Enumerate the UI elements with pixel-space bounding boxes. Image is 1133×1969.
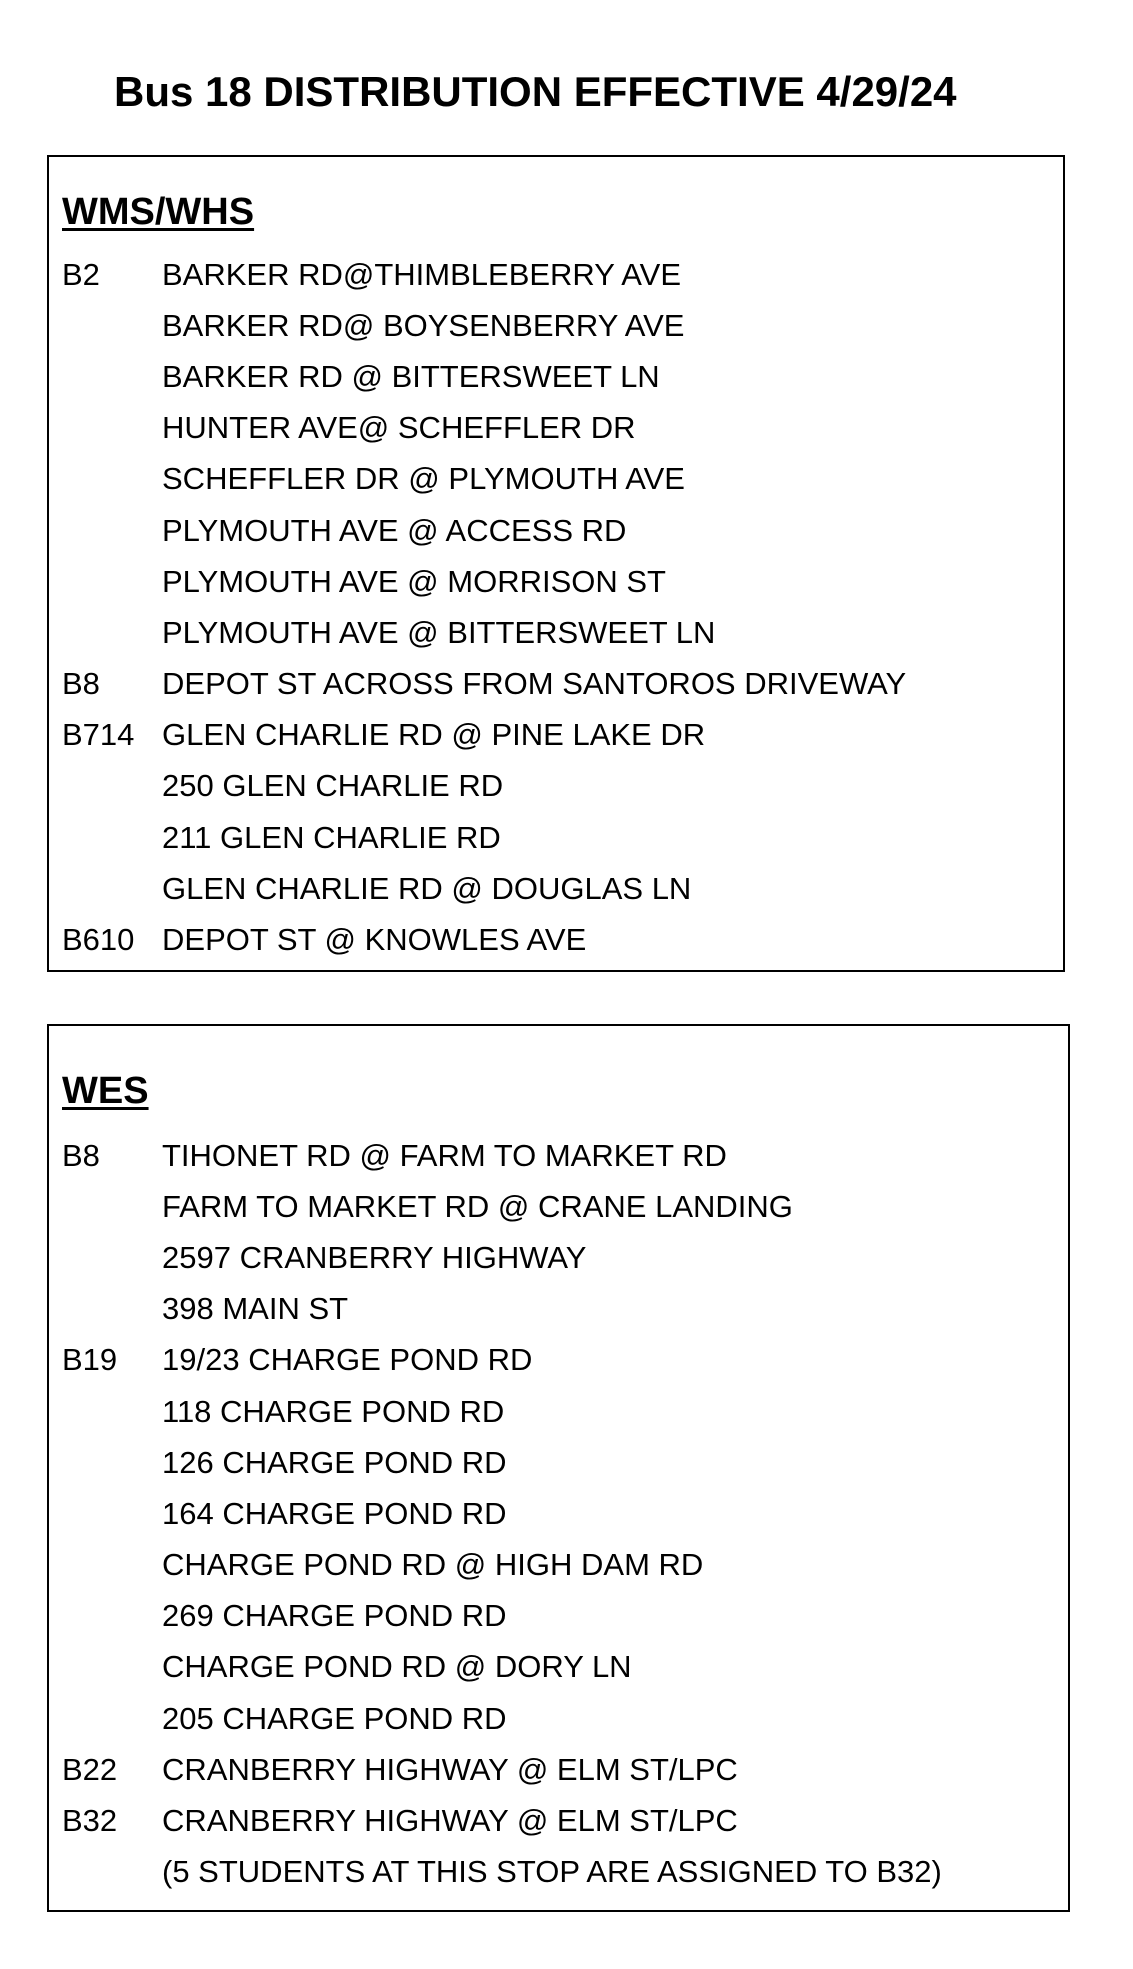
stop-location: 118 CHARGE POND RD	[162, 1393, 505, 1429]
stop-row	[62, 914, 1063, 965]
stop-row	[62, 300, 1063, 351]
bus-stop-code: B19	[62, 1342, 118, 1378]
stop-location: 211 GLEN CHARLIE RD	[162, 819, 501, 855]
bus-stop-code: B22	[62, 1751, 118, 1787]
page-title: Bus 18 DISTRIBUTION EFFECTIVE 4/29/24	[114, 68, 957, 115]
bus-stop-code: B32	[62, 1803, 118, 1839]
bus-stop-code: B610	[62, 922, 135, 958]
stop-row	[62, 454, 1063, 505]
stop-location: (5 STUDENTS AT THIS STOP ARE ASSIGNED TO B32)	[162, 1854, 942, 1890]
section-heading: WES	[62, 1070, 149, 1112]
stop-location: CRANBERRY HIGHWAY @ ELM ST/LPC	[162, 1751, 738, 1787]
stop-row	[62, 1642, 1068, 1693]
bus-stop-code: B2	[62, 256, 100, 292]
stop-row	[62, 1744, 1068, 1795]
stop-row	[62, 1540, 1068, 1591]
stop-row	[62, 659, 1063, 710]
stop-location: 398 MAIN ST	[162, 1291, 349, 1327]
stop-location: HUNTER AVE@ SCHEFFLER DR	[162, 410, 636, 446]
stop-location: 126 CHARGE POND RD	[162, 1444, 507, 1480]
stop-location: 250 GLEN CHARLIE RD	[162, 768, 504, 804]
stop-location: BARKER RD @ BITTERSWEET LN	[162, 358, 660, 394]
stop-row	[62, 1437, 1068, 1488]
stop-row	[62, 1335, 1068, 1386]
stop-location: 269 CHARGE POND RD	[162, 1598, 507, 1634]
stop-list	[62, 1130, 1068, 1898]
stop-row	[62, 1386, 1068, 1437]
stop-row	[62, 1181, 1068, 1232]
stop-row	[62, 1232, 1068, 1283]
stop-location: CHARGE POND RD @ DORY LN	[162, 1649, 632, 1685]
stop-location: BARKER RD@THIMBLEBERRY AVE	[162, 256, 682, 292]
stop-row	[62, 351, 1063, 402]
stop-location: BARKER RD@ BOYSENBERRY AVE	[162, 307, 685, 343]
stop-row	[62, 812, 1063, 863]
stop-location: TIHONET RD @ FARM TO MARKET RD	[162, 1137, 727, 1173]
stop-row	[62, 1795, 1068, 1846]
stop-row	[62, 505, 1063, 556]
stop-row	[62, 556, 1063, 607]
stop-row	[62, 607, 1063, 658]
stop-row	[62, 710, 1063, 761]
stop-location: GLEN CHARLIE RD @ PINE LAKE DR	[162, 717, 706, 753]
stop-location: SCHEFFLER DR @ PLYMOUTH AVE	[162, 461, 685, 497]
stop-row	[62, 249, 1063, 300]
stop-row	[62, 403, 1063, 454]
stop-location: 2597 CRANBERRY HIGHWAY	[162, 1239, 587, 1275]
stop-location: PLYMOUTH AVE @ MORRISON ST	[162, 563, 666, 599]
stop-location: PLYMOUTH AVE @ BITTERSWEET LN	[162, 614, 716, 650]
bus-stop-code: B714	[62, 717, 135, 753]
stop-location: GLEN CHARLIE RD @ DOUGLAS LN	[162, 870, 692, 906]
stop-row	[62, 1130, 1068, 1181]
stop-location: 164 CHARGE POND RD	[162, 1495, 507, 1531]
stop-location: CRANBERRY HIGHWAY @ ELM ST/LPC	[162, 1803, 738, 1839]
stop-row	[62, 1591, 1068, 1642]
stop-location: FARM TO MARKET RD @ CRANE LANDING	[162, 1188, 793, 1224]
stop-location: 205 CHARGE POND RD	[162, 1700, 507, 1736]
stop-row	[62, 863, 1063, 914]
section-heading: WMS/WHS	[62, 191, 255, 233]
stop-location: PLYMOUTH AVE @ ACCESS RD	[162, 512, 627, 548]
stop-list	[62, 249, 1063, 966]
stop-location: CHARGE POND RD @ HIGH DAM RD	[162, 1547, 704, 1583]
stop-row	[62, 761, 1063, 812]
stop-row	[62, 1693, 1068, 1744]
stop-location: 19/23 CHARGE POND RD	[162, 1342, 533, 1378]
bus-stop-code: B8	[62, 666, 100, 702]
bus-stop-code: B8	[62, 1137, 100, 1173]
section-wes	[47, 1024, 1070, 1912]
stop-location: DEPOT ST ACROSS FROM SANTOROS DRIVEWAY	[162, 666, 907, 702]
stop-row	[62, 1847, 1068, 1898]
stop-row	[62, 1488, 1068, 1539]
section-wms-whs	[47, 155, 1065, 972]
stop-location: DEPOT ST @ KNOWLES AVE	[162, 922, 587, 958]
stop-row	[62, 1284, 1068, 1335]
